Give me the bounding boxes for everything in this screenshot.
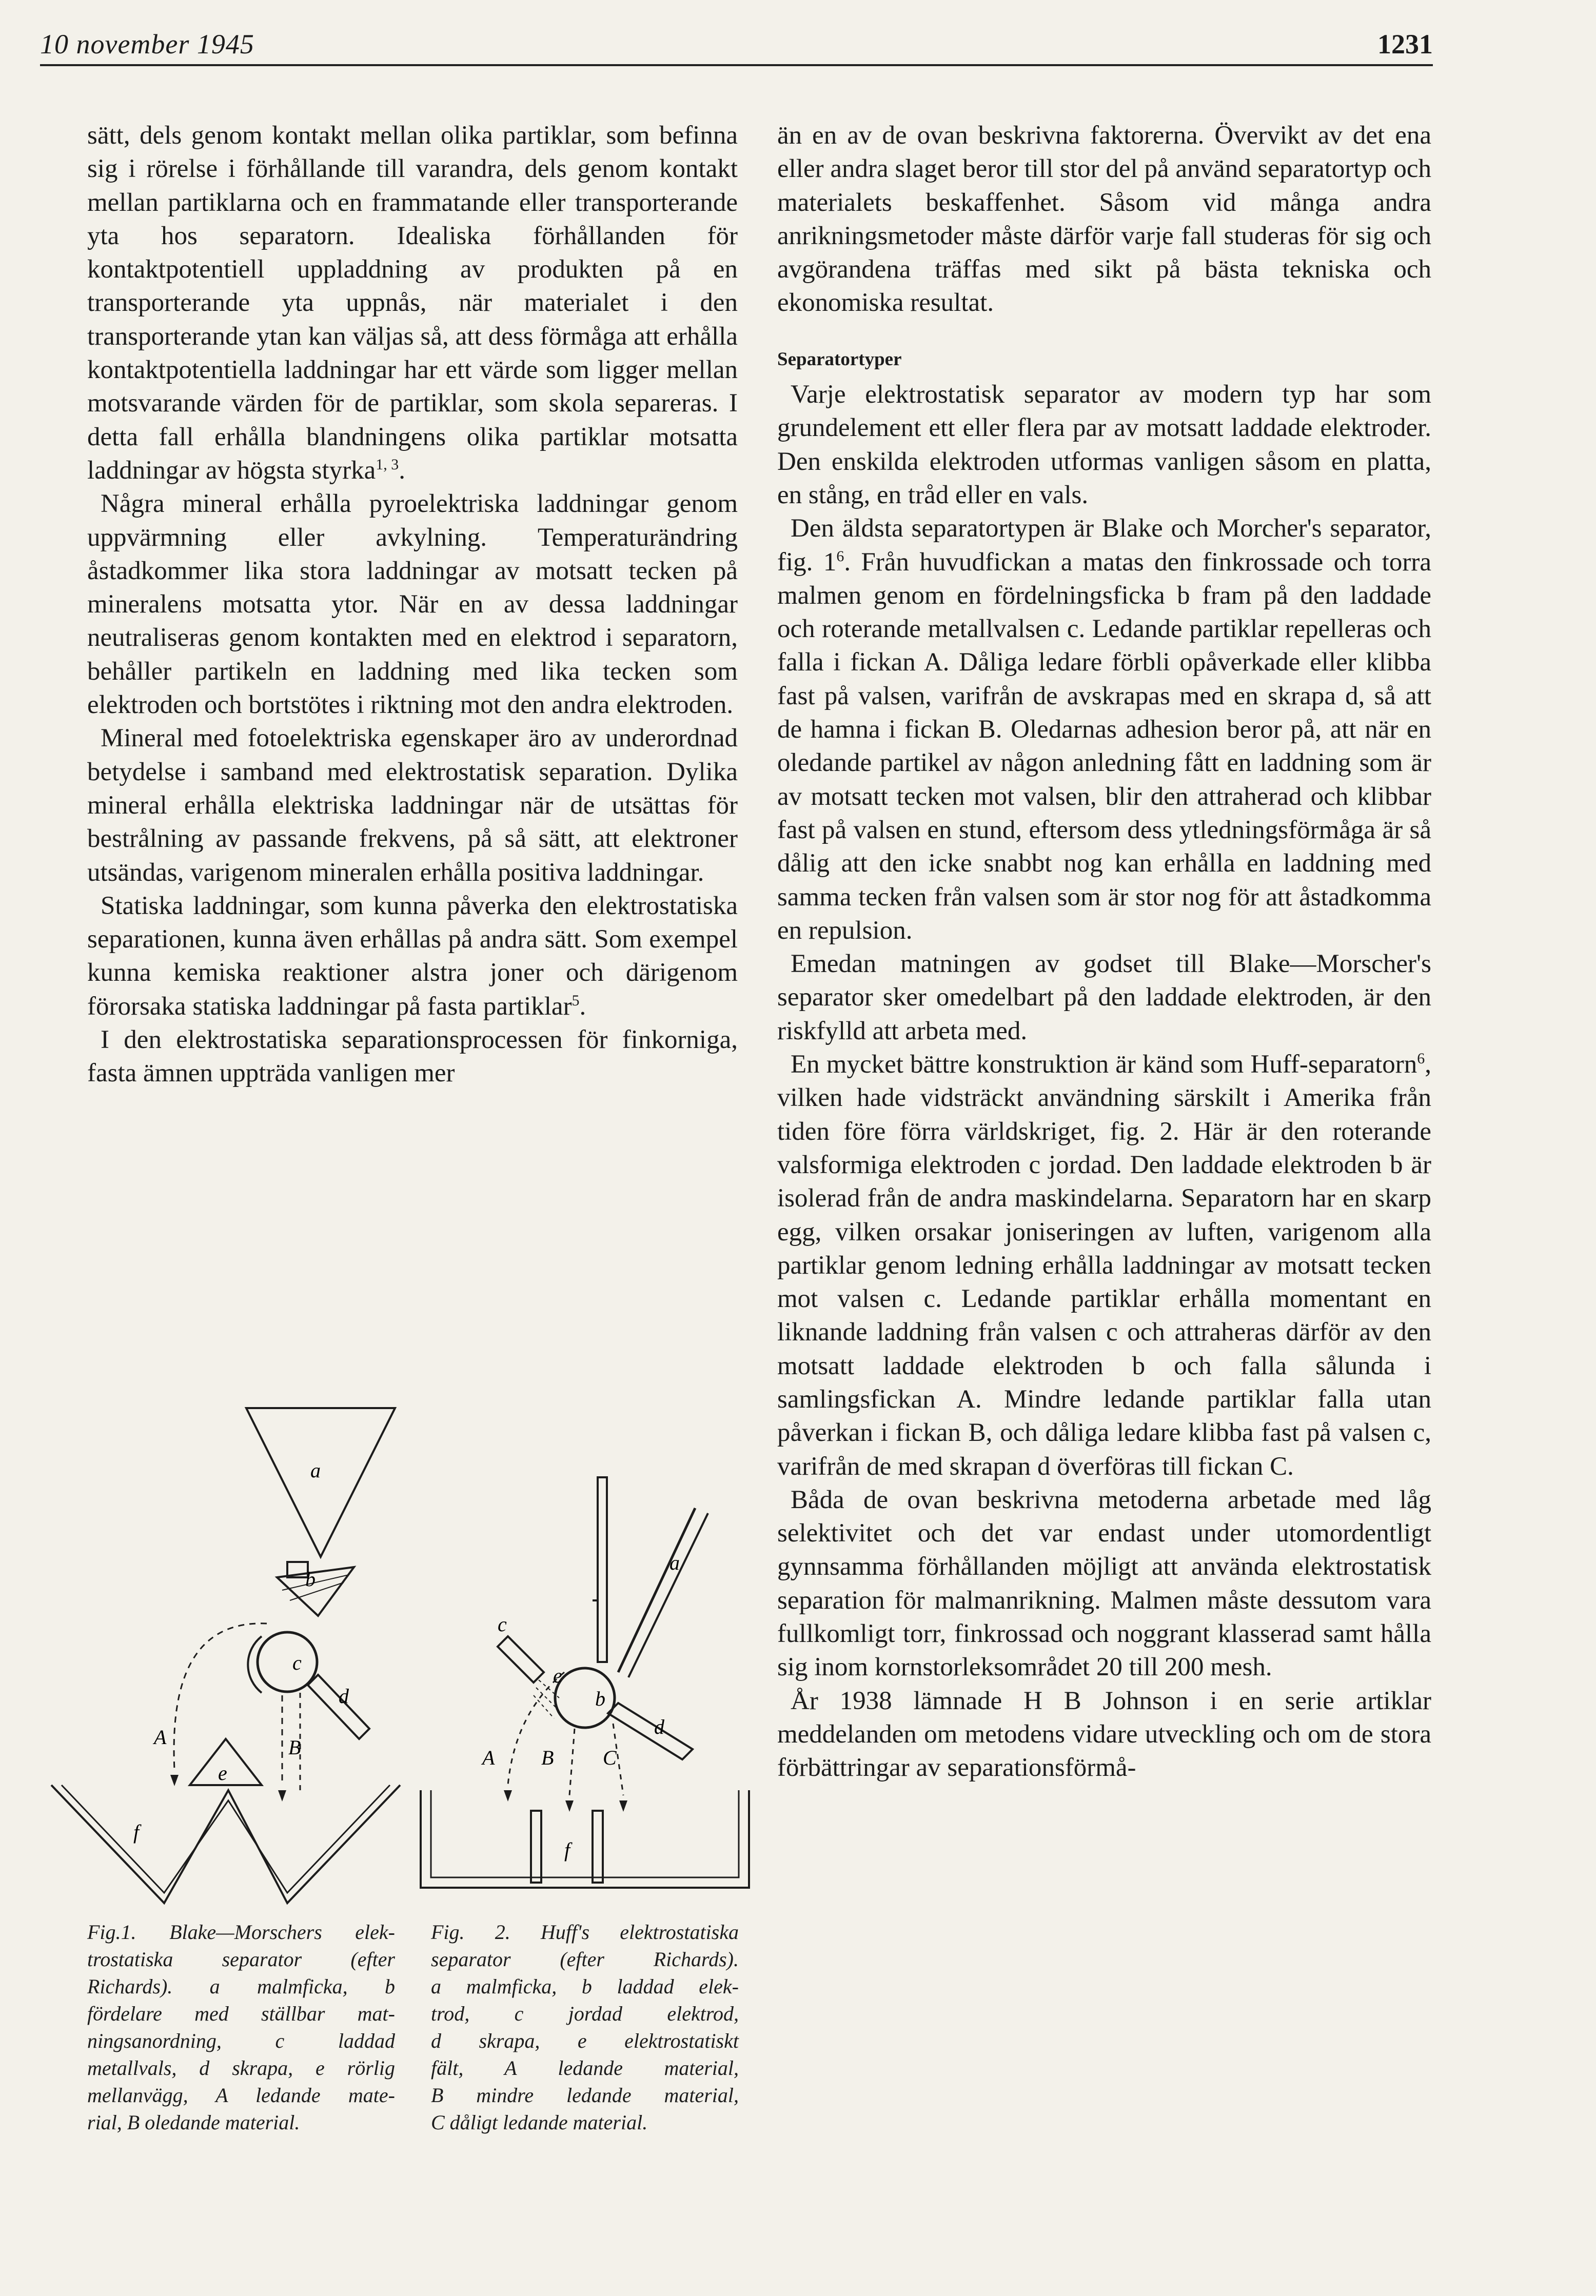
right-paragraph: Den äldsta separatortypen är Blake och Morcher's separator, fig. $1^6$. Från huvudfickan a matas den finkrossade och torra malmen genom en fördelningsficka b fram på den laddade och roterande metallvalsen c. Ledande partiklar repelleras och falla i fickan A. Dåliga ledare förbli opåverkade eller klibba fast på valsen, varifrån de avskrapas med en skrapa d, så att de hamna i fickan B. Oledarnas adhesion beror på, att när en oledande partikel av någon anledning fått en laddning som är av motsatt tecken mot valsen, blir den attraherad och klibbar fast på valsen en stund, eftersom dess ytledningsförmåga är så dålig att den icke snabbt nog kan erhålla en laddning med samma tecken från valsen som är stor nog för att åstadkomma en repulsion. bbox=[777, 514, 1432, 945]
caption-line: Fig. 2. Huff's elektrostatiska bbox=[431, 1921, 739, 1944]
label-f: f bbox=[564, 1838, 570, 1862]
caption-line: Fig.1. Blake—Morschers elek- bbox=[87, 1921, 395, 1944]
figure-1-caption bbox=[87, 1918, 395, 2136]
caption-line: trod, c jordad elektrod, bbox=[431, 2002, 739, 2025]
right-paragraph: Båda de ovan beskrivna metoderna arbetade med låg selektivitet och det var endast under utomordentligt gynnsamma förhållanden möjligt att använda elektrostatisk separation för malmanrikning. Malmen måste dessutom vara fullkomligt torr, finkrossad och noggrant klasserad samt hålla sig inom kornstorleksområdet 20 till 200 mesh. bbox=[777, 1485, 1431, 1682]
hopper-a-shape bbox=[618, 1508, 695, 1672]
sharp-edge-electrode bbox=[498, 1636, 544, 1683]
caption-line: ningsanordning, c laddad bbox=[87, 2029, 395, 2052]
label-A: A bbox=[482, 1746, 495, 1769]
left-paragraph: Mineral med fotoelektriska egenskaper äro av underordnad betydelse i samband med elektrostatisk separation. Dylika mineral erhålla elektriska laddningar när de utsättas för bestrålning av passande frekvens, på så sätt, att elektroner utsändas, varigenom mineralen erhålla positiva laddningar. bbox=[87, 724, 738, 887]
label-f: f bbox=[133, 1820, 140, 1844]
caption-line: mellanvägg, A ledande mate- bbox=[87, 2084, 395, 2107]
label-b: b bbox=[305, 1568, 316, 1591]
roll-c-shape bbox=[555, 1668, 615, 1728]
bin-f-shape bbox=[51, 1785, 400, 1903]
caption-line: fält, A ledande material, bbox=[431, 2056, 739, 2080]
label-A: A bbox=[154, 1726, 167, 1749]
electrode-plate bbox=[598, 1477, 607, 1662]
caption-line: a malmficka, b laddad elek- bbox=[431, 1975, 739, 1998]
header-rule bbox=[40, 64, 1433, 66]
header-date: 10 november 1945 bbox=[40, 29, 254, 60]
figure-2-caption bbox=[431, 1918, 739, 2136]
label-d: d bbox=[654, 1715, 664, 1738]
figure-1 bbox=[41, 1395, 410, 1918]
caption-line: d skrapa, e elektrostatiskt bbox=[431, 2029, 739, 2052]
right-paragraph: Varje elektrostatisk separator av modern typ har som grundelement ett eller flera par av motsatt laddade elektroder. Den enskilda elektroden utformas vanligen såsom en platta, en stång, en tråd eller en vals. bbox=[777, 380, 1431, 509]
caption-line: B mindre ledande material, bbox=[431, 2084, 739, 2107]
caption-line: C dåligt ledande material. bbox=[431, 2111, 648, 2134]
left-paragraph: Några mineral erhålla pyroelektriska laddningar genom uppvärmning eller avkylning. Temperaturändring åstadkommer lika stora laddningar av motsatt tecken på mineralens motsatta ytor. När en av dessa laddningar neutraliseras genom kontakten med en elektrod i separatorn, behåller partikeln en laddning med lika tecken som elektroden och bortstötes i riktning mot den andra elektroden. bbox=[87, 489, 738, 720]
left-paragraph: sätt, dels genom kontakt mellan olika partiklar, som befinna sig i rörelse i förhållande till varandra, dels genom kontakt mellan partiklarna och en frammatande eller transporterande yta hos separatorn. Idealiska förhållanden för kontaktpotentiell uppladdning av produkten på en transporterande yta uppnås, när materialet i den transporterande ytan kan väljas så, att dess förmåga att erhålla kontaktpotentiella laddningar har ett värde som ligger mellan motsvarande värden för de partiklar, som skola separeras. I detta fall erhålla blandningens olika partiklar motsatta laddningar av högsta styrka$^{1, 3}$. bbox=[87, 121, 738, 485]
caption-line: metallvals, d skrapa, e rörlig bbox=[87, 2056, 395, 2080]
section-heading: Separatortyper bbox=[777, 348, 902, 370]
bin-f-shape bbox=[421, 1790, 749, 1888]
caption-line: fördelare med ställbar mat- bbox=[87, 2002, 395, 2025]
caption-line: rial, B oledande material. bbox=[87, 2111, 300, 2134]
label-C: C bbox=[603, 1746, 617, 1769]
caption-line: trostatiska separator (efter bbox=[87, 1948, 395, 1971]
label-d: d bbox=[339, 1685, 349, 1708]
page-number: 1231 bbox=[1377, 29, 1433, 60]
left-paragraph: I den elektrostatiska separationsprocessen för finkorniga, fasta ämnen uppträda vanligen mer bbox=[87, 1025, 738, 1088]
caption-line: Richards). a malmficka, b bbox=[87, 1975, 395, 1998]
right-column bbox=[777, 119, 1431, 1785]
label-e: e bbox=[218, 1761, 227, 1785]
label-c: c bbox=[292, 1651, 302, 1674]
left-column bbox=[87, 119, 738, 1091]
left-paragraph: Statiska laddningar, som kunna påverka den elektrostatiska separationen, kunna även erhållas på andra sätt. Som exempel kunna kemiska reaktioner alstra joner och därigenom förorsaka statiska laddningar på fasta partiklar$^5$. bbox=[87, 891, 738, 1021]
scraper-d-shape bbox=[608, 1703, 693, 1759]
right-paragraph: År 1938 lämnade H B Johnson i en serie artiklar meddelanden om metodens vidare utveckling och om de stora förbättringar av separationsförmå- bbox=[777, 1686, 1431, 1783]
right-column-intro: än en av de ovan beskrivna faktorerna. Övervikt av det ena eller andra slaget beror till stor del på använd separatortyp och materialets beskaffenhet. Såsom vid många andra anrikningsmetoder måste därför varje fall studeras för sig och avgörandena träffas med sikt på bästa tekniska och ekonomiska resultat. bbox=[777, 121, 1431, 318]
label-c: c bbox=[498, 1613, 507, 1636]
label-e: e bbox=[553, 1664, 562, 1687]
figure-1-drawing bbox=[41, 1395, 410, 1918]
figure-2-drawing bbox=[410, 1457, 759, 1918]
label-a: a bbox=[669, 1551, 680, 1574]
caption-line: separator (efter Richards). bbox=[431, 1948, 739, 1971]
hopper-a-shape bbox=[246, 1408, 395, 1557]
right-paragraph: Emedan matningen av godset till Blake—Morscher's separator sker omedelbart på den laddade elektroden, är den riskfylld att arbeta med. bbox=[777, 949, 1431, 1045]
label-B: B bbox=[288, 1736, 301, 1759]
figure-2 bbox=[410, 1457, 759, 1918]
label-B: B bbox=[541, 1746, 554, 1769]
right-column-body bbox=[777, 378, 1431, 1785]
right-paragraph: En mycket bättre konstruktion är känd som Huff-separatorn$^6$, vilken hade vidsträckt användning särskilt i Amerika från tiden före förra världskriget, fig. 2. Här är den roterande valsformiga elektroden c jordad. Den laddade elektroden b är isolerad från de andra maskindelarna. Separatorn har en skarp egg, vilken orsakar joniseringen av luften, varigenom alla partiklar genom ledning erhålla laddningar av motsatt tecken mot valsen c. Ledande partiklar erhålla momentant en liknande laddning från valsen c och attraheras därför av den motsatt laddade elektroden b och falla sålunda i samlingsfickan A. Mindre ledande partiklar falla utan påverkan i fickan B, och dåliga ledare klibba fast på valsen c, varifrån de med skrapan d överföras till fickan C. bbox=[777, 1050, 1431, 1481]
label-b: b bbox=[595, 1687, 605, 1710]
label-a: a bbox=[310, 1459, 321, 1482]
roll-c-shape bbox=[258, 1632, 317, 1692]
